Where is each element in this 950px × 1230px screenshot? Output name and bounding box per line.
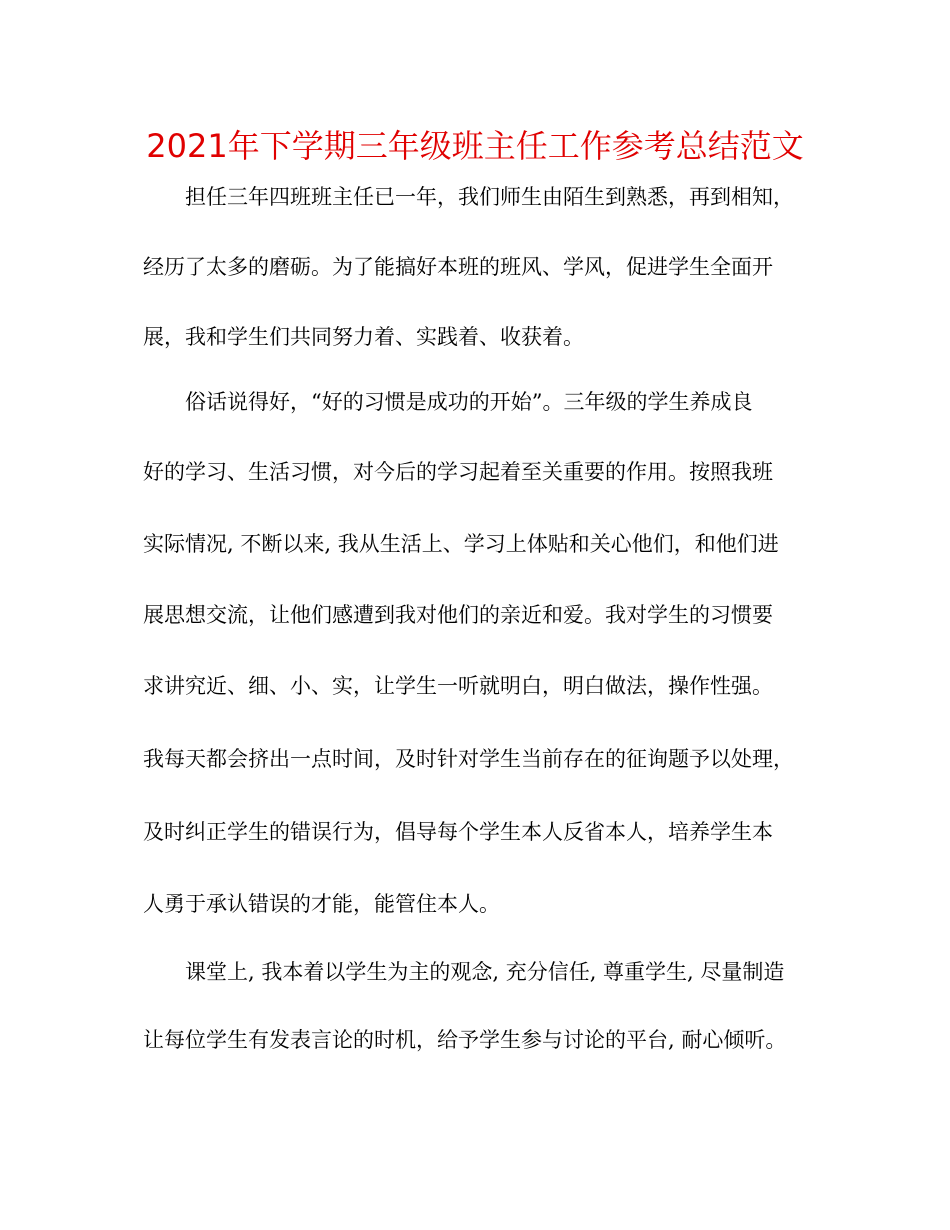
paragraph-2-line-2: 好的学习、生活习惯，对今后的学习起着至关重要的作用。按照我班: [143, 460, 773, 484]
paragraph-3-line-2: 让每位学生有发表言论的时机，给予学生参与讨论的平台, 耐心倾听。: [143, 1028, 787, 1052]
paragraph-2-line-3: 实际情况, 不断以来, 我从生活上、学习上体贴和关心他们，和他们进: [143, 532, 779, 556]
paragraph-2-line-6: 我每天都会挤出一点时间，及时针对学生当前存在的征询题予以处理，: [143, 747, 794, 771]
document-title: 2021年下学期三年级班主任工作参考总结范文: [146, 127, 804, 165]
paragraph-2-line-4: 展思想交流，让他们感遭到我对他们的亲近和爱。我对学生的习惯要: [143, 603, 773, 627]
paragraph-2-line-5: 求讲究近、细、小、实，让学生一听就明白，明白做法，操作性强。: [143, 674, 773, 698]
paragraph-2-line-8: 人勇于承认错误的才能，能管住本人。: [143, 892, 500, 916]
paragraph-2-line-7: 及时纠正学生的错误行为，倡导每个学生本人反省本人，培养学生本: [143, 820, 773, 844]
paragraph-3-line-1: 课堂上, 我本着以学生为主的观念, 充分信任, 尊重学生, 尽量制造: [185, 960, 785, 984]
paragraph-1-line-1: 担任三年四班班主任已一年，我们师生由陌生到熟悉，再到相知，: [185, 185, 794, 209]
paragraph-1-line-3: 展，我和学生们共同努力着、实践着、收获着。: [143, 325, 584, 349]
paragraph-1-line-2: 经历了太多的磨砺。为了能搞好本班的班风、学风，促进学生全面开: [143, 255, 773, 279]
paragraph-2-line-1: 俗话说得好，“好的习惯是成功的开始”。三年级的学生养成良: [185, 390, 753, 414]
